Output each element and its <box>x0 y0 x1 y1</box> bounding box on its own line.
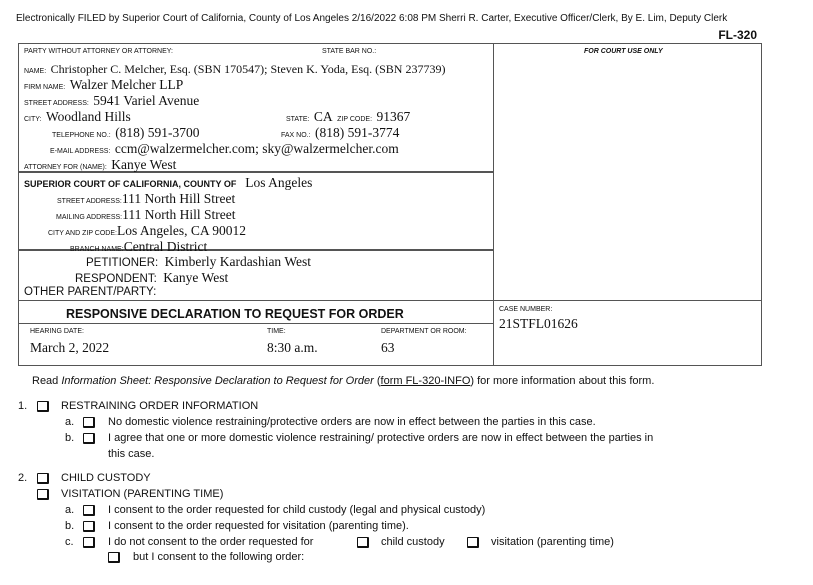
item-2b-label: I consent to the order requested for visitation (parenting time). <box>108 520 409 532</box>
checkbox-visitation[interactable] <box>37 489 49 500</box>
firm-label: FIRM NAME: <box>24 84 66 91</box>
item-1b-label: I agree that one or more domestic violence restraining/ protective orders are now in effect between the parties in <box>108 432 654 444</box>
checkbox-child-custody[interactable] <box>37 473 49 484</box>
respondent-label: RESPONDENT: <box>75 273 157 285</box>
item-2b-num: b. <box>65 520 75 532</box>
other-party-label: OTHER PARENT/PARTY: <box>24 286 157 298</box>
item-1a-label: No domestic violence restraining/protective orders are now in effect between the parties in this case. <box>108 416 596 428</box>
name-label: NAME: <box>24 68 47 75</box>
email-label: E-MAIL ADDRESS: <box>50 148 111 155</box>
court-branch-label: BRANCH NAME: <box>70 246 124 253</box>
checkbox-2c-alternative[interactable] <box>108 552 120 563</box>
checkbox-1a[interactable] <box>83 417 95 428</box>
petitioner: Kimberly Kardashian West <box>164 254 311 269</box>
phone-label: TELEPHONE NO.: <box>52 132 111 139</box>
state-bar-label: STATE BAR NO.: <box>322 48 377 55</box>
court-mailing-label: MAILING ADDRESS: <box>56 214 123 221</box>
attorney-street: 5941 Variel Avenue <box>93 93 200 108</box>
attorney-zip: 91367 <box>376 109 411 124</box>
case-number-label: CASE NUMBER: <box>499 306 553 313</box>
dept-label: DEPARTMENT OR ROOM: <box>381 328 467 335</box>
item-1-num: 1. <box>18 400 28 412</box>
item-2c-alternative-label: but I consent to the following order: <box>133 551 305 563</box>
checkbox-restraining[interactable] <box>37 401 49 412</box>
item-1b-num: b. <box>65 432 75 444</box>
intro-text: Read Information Sheet: Responsive Declaration to Request for Order (form FL-320-INFO) for more information about this form. <box>32 375 655 387</box>
court-county: Los Angeles <box>245 175 313 190</box>
state-label: STATE: <box>286 116 310 123</box>
attorney-name: Christopher C. Melcher, Esq. (SBN 170547); Steven K. Yoda, Esq. (SBN 237739) <box>50 62 446 76</box>
item-1a-num: a. <box>65 416 75 428</box>
form-number: FL-320 <box>718 28 757 42</box>
attorney-phone: (818) 591-3700 <box>115 125 200 140</box>
checkbox-2c[interactable] <box>83 537 95 548</box>
attorney-for-label: ATTORNEY FOR (NAME): <box>24 164 107 171</box>
checkbox-2c-visitation[interactable] <box>467 537 479 548</box>
court-branch: Central District <box>123 239 208 254</box>
item-2-visitation-label: VISITATION (PARENTING TIME) <box>61 488 224 500</box>
hearing-dept: 63 <box>381 340 395 355</box>
checkbox-2c-custody[interactable] <box>357 537 369 548</box>
court-cityzip: Los Angeles, CA 90012 <box>116 223 246 238</box>
attorney-email: ccm@walzermelcher.com; sky@walzermelcher.com <box>114 141 399 156</box>
court-mailing: 111 North Hill Street <box>122 207 236 222</box>
city-label: CITY: <box>24 116 42 123</box>
time-label: TIME: <box>267 328 286 335</box>
attorney-header: PARTY WITHOUT ATTORNEY OR ATTORNEY: <box>24 48 173 55</box>
item-2a-num: a. <box>65 504 75 516</box>
court-street-label: STREET ADDRESS: <box>57 198 122 205</box>
attorney-state: CA <box>313 109 333 124</box>
checkbox-2a[interactable] <box>83 505 95 516</box>
filing-stamp: Electronically FILED by Superior Court of California, County of Los Angeles 2/16/2022 6:08 PM Sherri R. Carter, Executive Officer/Clerk, By E. Lim, Deputy Clerk <box>16 13 728 24</box>
item-2a-label: I consent to the order requested for child custody (legal and physical custody) <box>108 504 486 516</box>
item-2-num: 2. <box>18 472 28 484</box>
checkbox-2b[interactable] <box>83 521 95 532</box>
court-cityzip-label: CITY AND ZIP CODE: <box>48 230 117 237</box>
form-title: RESPONSIVE DECLARATION TO REQUEST FOR ORDER <box>66 307 404 321</box>
hearing-time: 8:30 a.m. <box>267 340 318 355</box>
respondent: Kanye West <box>163 270 229 285</box>
item-2-label: CHILD CUSTODY <box>61 472 151 484</box>
hearing-date: March 2, 2022 <box>30 340 110 355</box>
court-street: 111 North Hill Street <box>121 191 236 206</box>
fax-label: FAX NO.: <box>281 132 311 139</box>
street-label: STREET ADDRESS: <box>24 100 89 107</box>
item-2c-visitation-label: visitation (parenting time) <box>491 536 614 548</box>
court-header: SUPERIOR COURT OF CALIFORNIA, COUNTY OF <box>24 179 237 189</box>
item-1b-cont: this case. <box>108 448 155 460</box>
zip-label: ZIP CODE: <box>337 116 373 123</box>
case-number: 21STFL01626 <box>499 316 578 331</box>
item-1-label: RESTRAINING ORDER INFORMATION <box>61 400 259 412</box>
item-2c-custody-label: child custody <box>381 536 445 548</box>
hearing-date-label: HEARING DATE: <box>30 328 84 335</box>
attorney-for: Kanye West <box>111 157 177 172</box>
attorney-fax: (818) 591-3774 <box>315 125 400 140</box>
item-2c-label: I do not consent to the order requested for <box>108 536 314 548</box>
petitioner-label: PETITIONER: <box>86 257 159 269</box>
checkbox-1b[interactable] <box>83 433 95 444</box>
info-form-link[interactable]: form FL-320-INFO <box>380 375 471 387</box>
item-2c-num: c. <box>65 536 74 548</box>
court-use-only: FOR COURT USE ONLY <box>584 48 663 55</box>
firm-name: Walzer Melcher LLP <box>69 77 184 92</box>
attorney-city: Woodland Hills <box>45 109 131 124</box>
